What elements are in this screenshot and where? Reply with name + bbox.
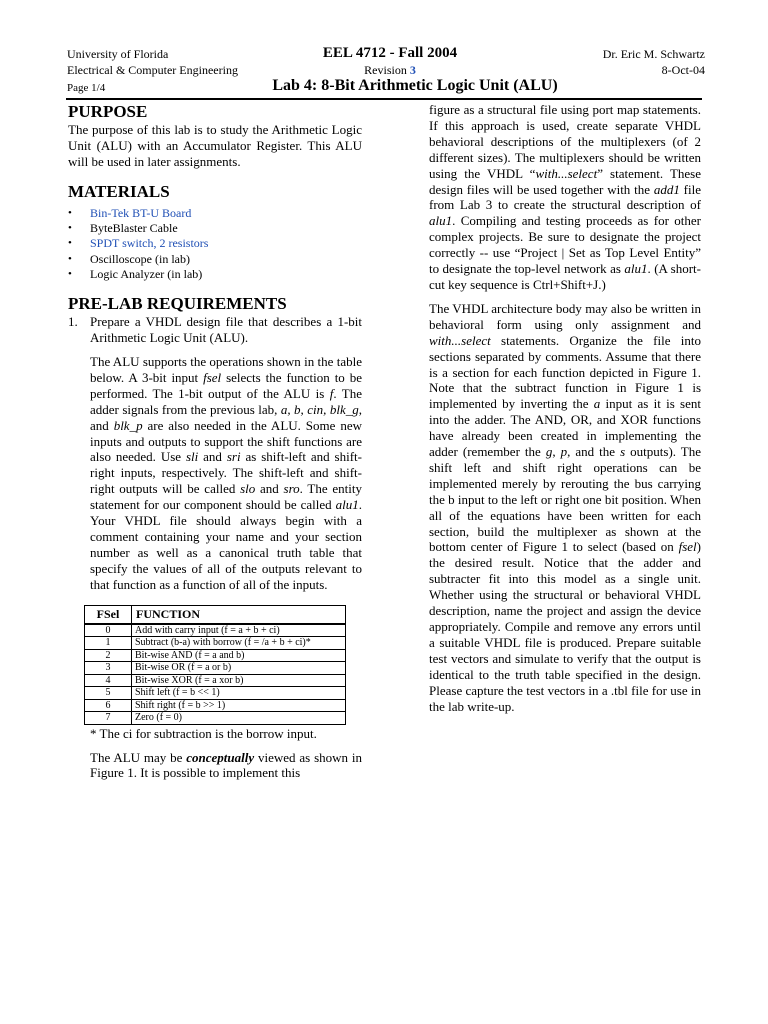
header-left: [67, 46, 238, 78]
material-link[interactable]: Bin-Tek BT-U Board: [90, 205, 192, 220]
document-date: 8-Oct-04: [661, 63, 705, 77]
department-name: Electrical & Computer Engineering: [67, 63, 238, 77]
column-header-function: FUNCTION: [132, 605, 346, 624]
table-row: 1 Subtract (b-a) with borrow (f = /a + b + ci)*: [85, 637, 346, 650]
prelab-item-1: [68, 314, 362, 346]
table-header-row: [85, 605, 346, 624]
item-number: 1.: [68, 314, 78, 330]
table-footnote: * The ci for subtraction is the borrow input.: [90, 725, 317, 741]
header-center: [250, 44, 530, 78]
column-header-fsel: FSel: [85, 605, 132, 624]
purpose-text: The purpose of this lab is to study the Arithmetic Logic Unit (ALU) with an Accumulator Register. This ALU will be used in later assignments.: [68, 122, 362, 169]
table-row: 0 Add with carry input (f = a + b + ci): [85, 624, 346, 637]
item-text: Prepare a VHDL design file that describes a 1-bit Arithmetic Logic Unit (ALU).: [90, 314, 362, 346]
table-row: 4 Bit-wise XOR (f = a xor b): [85, 674, 346, 687]
revision-number: 3: [409, 63, 416, 77]
fsel-function-table: [84, 605, 346, 725]
materials-heading: MATERIALS: [68, 181, 170, 201]
prelab-heading: PRE-LAB REQUIREMENTS: [68, 294, 287, 314]
revision-line: [250, 62, 530, 78]
table-row: 2 Bit-wise AND (f = a and b): [85, 649, 346, 662]
behavioral-paragraph: The VHDL architecture body may also be written in behavioral form using only assignment and with...select statements. Organize the file into sections separated by comments. Assume that there is a section for each function depicted in Figure 1. Note that the subtract function in Figure 1 is implemented by inverting the a input as it is sent into the adder. The AND, OR, and XOR functions have already been created in implementing the adder (remember the g, p, and the s outputs). The shift left and shift right operations can be implemented merely by rerouting the bus carrying the b input to the left or right one bit position. When all of the equations have been written for each section, build the multiplexer as shown at the bottom center of Figure 1 to select (based on fsel) the desired result. Notice that the adder and subtracter fit into this model as a single unit. Whether using the structural or behavioral VHDL description, name the project and assign the device appropriately. Compile and remove any errors until a suitable VHDL file is produced. Prepare suitable test vectors and simulate to verify that the output is identical to the truth table specified in the design. Please capture the test vectors in a .tbl file for use in the lab write-up.: [429, 300, 702, 714]
table-row: 6 Shift right (f = b >> 1): [85, 699, 346, 712]
header-rule: [66, 98, 702, 100]
university-name: University of Florida: [67, 47, 169, 61]
right-column: [429, 102, 701, 714]
course-title: EEL 4712 - Fall 2004: [322, 45, 458, 61]
table-row: 5 Shift left (f = b << 1): [85, 687, 346, 700]
list-item: • Logic Analyzer (in lab): [68, 266, 203, 281]
header-right: [603, 46, 705, 78]
lab-title: Lab 4: 8-Bit Arithmetic Logic Unit (ALU): [272, 77, 558, 94]
instructor-name: Dr. Eric M. Schwartz: [602, 47, 705, 61]
materials-list: [68, 206, 362, 282]
table-row: 3 Bit-wise OR (f = a or b): [85, 662, 346, 675]
structural-paragraph: figure as a structural file using port map statements. If this approach is used, create separate VHDL behavioral descriptions of the multiplexers (of 2 different sizes). The multiplexers should be written using the VHDL “with...select” statement. These design files will be used together with the add1 file from Lab 3 to create the structural description of alu1. Compiling and testing proceeds as for other complex projects. Be sure to designate the project correctly -- use “Project | Set as Top Level Entity” to designate the top-level network as alu1. (A short-cut key sequence is Ctrl+Shift+J.): [429, 102, 701, 292]
table-row: 7 Zero (f = 0): [85, 712, 346, 725]
page-number: Page 1/4: [67, 82, 106, 94]
list-item[interactable]: • SPDT switch, 2 resistors: [68, 236, 209, 251]
left-column: [68, 102, 362, 781]
revision-label: Revision: [364, 63, 407, 77]
alu-description: The ALU supports the operations shown in the table below. A 3-bit input fsel selects the function to be performed. The 1-bit output of the ALU is f. The adder signals from the previous lab, a, b, cin, blk_g, and blk_p are also needed in the ALU. Some new inputs and outputs to support the shift functions are also needed. Use sli and sri as shift-left and shift-right inputs, respectively. The shift-left and shift-right outputs will be called slo and sro. The entity statement for our component should be called alu1. Your VHDL file should always begin with a comment containing your name and your section number as well as a canonical truth table that specify the values of all of the outputs relevant to that function as a function of all of the inputs.: [90, 354, 362, 592]
conceptual-paragraph: The ALU may be conceptually viewed as shown in Figure 1. It is possible to implement this: [90, 749, 362, 781]
list-item[interactable]: • Bin-Tek BT-U Board: [68, 205, 192, 220]
material-link[interactable]: SPDT switch, 2 resistors: [90, 236, 209, 251]
purpose-heading: PURPOSE: [68, 102, 148, 121]
list-item: • Oscilloscope (in lab): [68, 251, 190, 266]
list-item: • ByteBlaster Cable: [68, 221, 178, 236]
